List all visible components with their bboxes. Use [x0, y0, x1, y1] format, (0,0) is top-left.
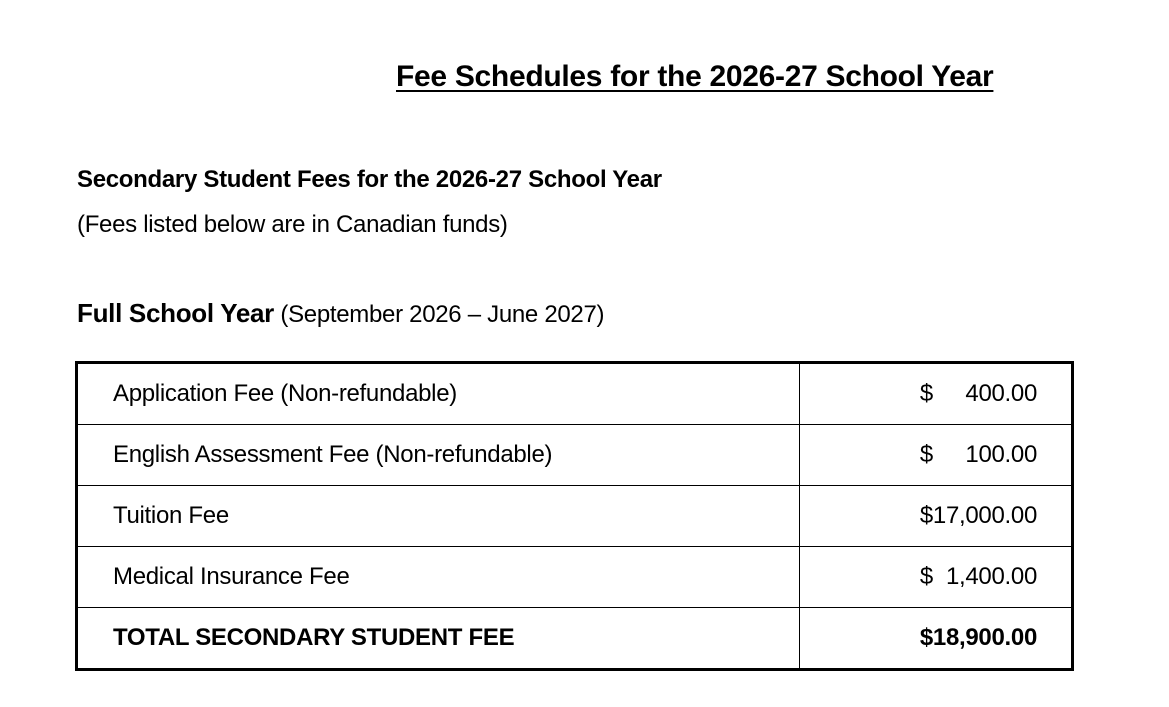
period-range: (September 2026 – June 2027) [280, 301, 605, 328]
fee-amount-cell [799, 547, 1072, 608]
page-title: Fee Schedules for the 2026-27 School Year [396, 60, 994, 93]
total-amount-cell [799, 608, 1072, 670]
total-row [77, 608, 1073, 670]
section-heading: Secondary Student Fees for the 2026-27 School Year [77, 166, 662, 193]
fee-label: English Assessment Fee (Non-refundable) [77, 425, 800, 486]
fee-label: Application Fee (Non-refundable) [77, 363, 800, 425]
currency-symbol: $ [919, 624, 933, 651]
fee-amount: 17,000.00 [932, 502, 1037, 529]
fee-amount-cell [799, 425, 1072, 486]
fee-label: Tuition Fee [77, 486, 800, 547]
fee-amount: 1,400.00 [945, 563, 1037, 590]
currency-symbol: $ [919, 380, 933, 407]
total-amount: 18,900.00 [932, 624, 1037, 651]
table-row [77, 547, 1073, 608]
currency-note: (Fees listed below are in Canadian funds) [77, 211, 508, 238]
currency-symbol: $ [919, 441, 933, 468]
currency-symbol: $ [919, 502, 933, 529]
table-row [77, 363, 1073, 425]
fee-amount: 100.00 [965, 441, 1037, 468]
period-heading [77, 298, 604, 329]
fee-amount-cell [799, 486, 1072, 547]
fee-label: Medical Insurance Fee [77, 547, 800, 608]
fee-table [75, 361, 1074, 671]
total-label: TOTAL SECONDARY STUDENT FEE [77, 608, 800, 670]
currency-symbol: $ [919, 563, 933, 590]
fee-amount-cell [799, 363, 1072, 425]
period-label: Full School Year [77, 298, 275, 328]
table-row [77, 486, 1073, 547]
fee-amount: 400.00 [965, 380, 1037, 407]
table-row [77, 425, 1073, 486]
